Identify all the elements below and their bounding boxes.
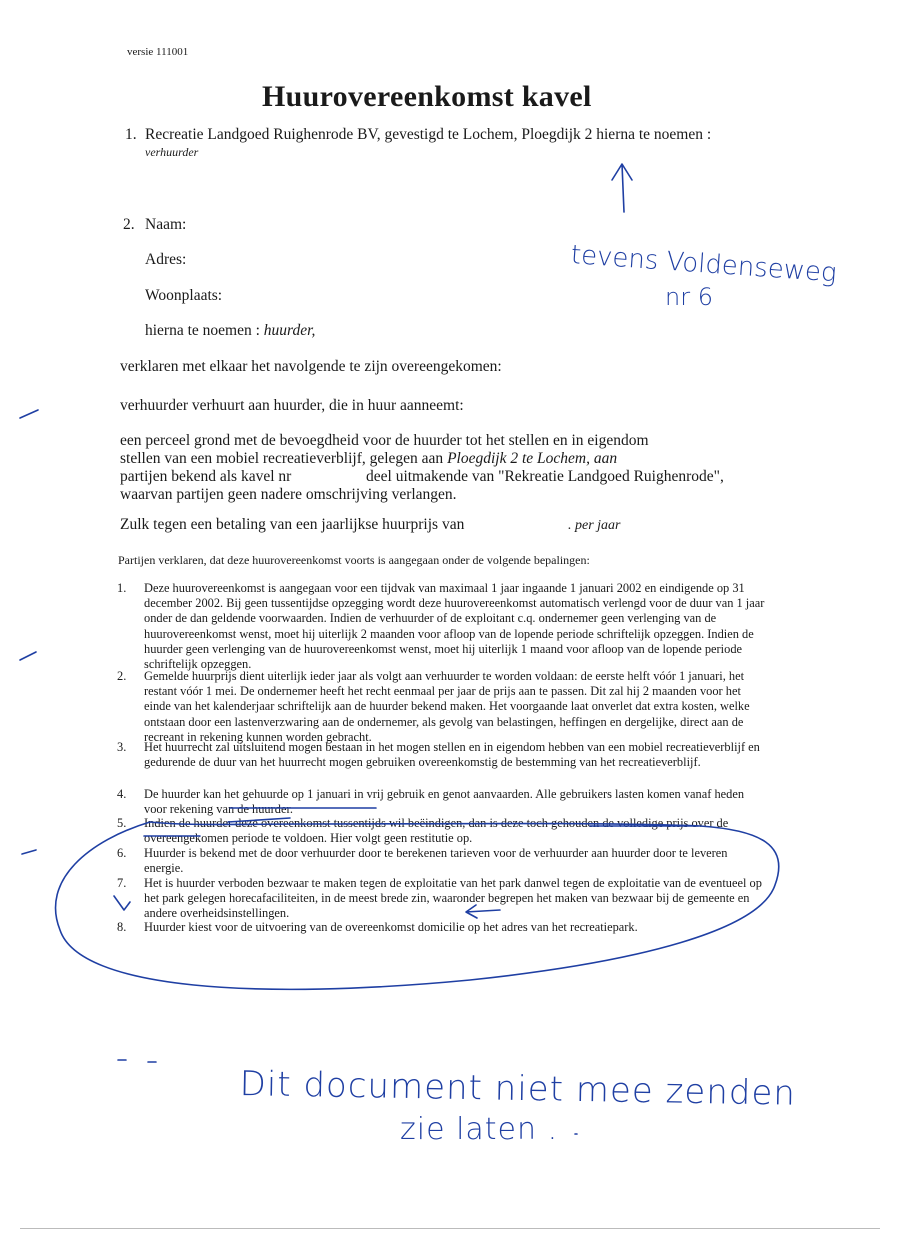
version-label: versie 111001 — [127, 46, 189, 58]
strike-mark — [228, 818, 290, 822]
declaration-text: verklaren met elkaar het navolgende te zijn overeengekomen: — [120, 358, 502, 375]
residence-label: Woonplaats: — [145, 287, 223, 304]
clause-text: De huurder kan het gehuurde op 1 januari in vrij gebruik en genot aanvaarden. Alle gebruikers lasten komen vanaf heden voor rekening van de huurder. — [144, 787, 745, 817]
clause-number: 7. — [117, 876, 127, 890]
margin-tick — [20, 652, 36, 660]
party1-number: 1. — [125, 126, 137, 143]
page-bottom-rule — [20, 1228, 880, 1229]
document-title: Huurovereenkomst kavel — [262, 80, 592, 113]
clause-text: Huurder is bekend met de door verhuurder door te berekenen tarieven voor de verhuurder aan huurder door te leveren energie. — [144, 846, 728, 876]
check-arrow-mark — [114, 896, 130, 910]
clause-number: 3. — [117, 740, 127, 754]
clause-text: Deze huurovereenkomst is aangegaan voor een tijdvak van maximaal 1 jaar ingaande 1 januari 2002 en eindigende op 31 december 2002. Bij geen tussentijdse opzegging wordt deze huurovereenkomst automatisch verlengd voor de duur van 1 jaar onder de dan geldende voorwaarden. Indien de verhuurder of de exploitant c.q. ondernemer geen verlenging van de huurovereenkomst wenst, moet hij uiterlijk 2 maanden voor afloop van de lopende periode schriftelijk opzeggen. Indien de huurder geen verlenging van de huurovereenkomst wenst, moet hij uiterlijk 1 maand voor afloop van de lopende periode schriftelijk opzeggen. — [144, 581, 765, 672]
party2-role-prefix: hierna te noemen : — [145, 322, 260, 339]
parcel-line-4: waarvan partijen geen nadere omschrijving verlangen. — [120, 486, 457, 503]
clause-text: Gemelde huurprijs dient uiterlijk ieder jaar als volgt aan verhuurder te worden voldaan: de eerste helft vóór 1 januari, het restant vóór 1 mei. De ondernemer heeft het recht eenmaal per jaar de prijs aan te passen. Dit zal hij 2 maanden voor het einde van het kalenderjaar schriftelijk aan de huurder bekend maken. Het voorgaande laat onverlet dat extra kosten, welke ontstaan door een lastenverzwaring aan de ondernemer, als gevolg van belastingen, heffingen en dergelijke, direct aan de recreant in rekening kunnen worden gebracht. — [144, 669, 750, 744]
handwritten-note-bottom-line2: zie laten . — [400, 1112, 559, 1147]
conditions-intro: Partijen verklaren, dat deze huurovereenkomst voorts is aangegaan onder de volgende bepalingen: — [118, 553, 590, 567]
rent-intro: verhuurder verhuurt aan huurder, die in huur aanneemt: — [120, 397, 464, 414]
clause-number: 6. — [117, 846, 127, 860]
name-label: Naam: — [145, 216, 187, 233]
handwritten-note-top-line1: tevens Voldenseweg — [569, 240, 838, 289]
clause-number: 8. — [117, 920, 127, 934]
clause-number: 1. — [117, 581, 127, 595]
margin-tick — [22, 850, 36, 854]
party1-role: verhuurder — [145, 145, 199, 159]
party1-text: Recreatie Landgoed Ruighenrode BV, gevestigd te Lochem, Ploegdijk 2 hierna te noemen : — [145, 126, 712, 143]
clause-text: Huurder kiest voor de uitvoering van de overeenkomst domicilie op het adres van het recreatiepark. — [144, 920, 638, 934]
clause-text: Het is huurder verboden bezwaar te maken tegen de exploitatie van het park danwel tegen de exploitatie van de eventueel op het park gelegen horecafaciliteiten, in de meest brede zin, waaronder begrepen het maken van bezwaar bij de gemeente en andere overheidsinstellingen. — [144, 876, 762, 921]
clause-text: Het huurrecht zal uitsluitend mogen bestaan in het mogen stellen en in eigendom hebben van een mobiel recreatieverblijf en gedurende de duur van het huurrecht mogen gebruiken overeenkomstig de bestemming van het recreatieverblijf. — [144, 740, 760, 770]
circle-mark — [56, 822, 779, 989]
payment-suffix: . per jaar — [568, 518, 621, 533]
left-arrow-mark — [466, 905, 500, 918]
dash-mark — [118, 1060, 156, 1062]
up-arrow-mark — [612, 164, 632, 212]
payment-text: Zulk tegen een betaling van een jaarlijkse huurprijs van — [120, 516, 465, 533]
parcel-line-1: een perceel grond met de bevoegdheid voor de huurder tot het stellen en in eigendom — [120, 432, 649, 449]
parcel-line-2b: Ploegdijk 2 te Lochem, aan — [447, 450, 618, 467]
handwritten-note-top-line2: nr 6 — [665, 283, 713, 311]
handwritten-note-bottom-line1: Dit document niet mee zenden — [239, 1064, 797, 1114]
margin-tick — [20, 410, 38, 418]
parcel-line-2a: stellen van een mobiel recreatieverblijf, gelegen aan — [120, 450, 444, 467]
party2-number: 2. — [123, 216, 135, 233]
parcel-line-3b: deel uitmakende van "Rekreatie Landgoed Ruighenrode", — [366, 468, 724, 485]
party2-role: huurder, — [263, 322, 316, 339]
clause-number: 5. — [117, 816, 127, 830]
clause-number: 2. — [117, 669, 127, 683]
address-label: Adres: — [145, 251, 187, 268]
parcel-line-3a: partijen bekend als kavel nr — [120, 468, 292, 485]
clause-text: Indien de huurder deze overeenkomst tussentijds wil beëindigen, dan is deze toch gehouden de volledige prijs over de overeengekomen periode te voldoen. Hier volgt geen restitutie op. — [144, 816, 729, 846]
clause-number: 4. — [117, 787, 127, 801]
